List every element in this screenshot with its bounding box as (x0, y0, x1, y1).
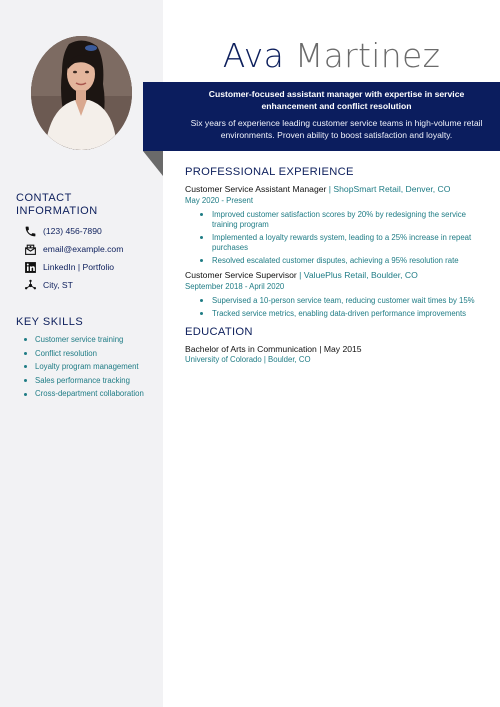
phone-icon (23, 224, 37, 238)
candidate-name (163, 36, 500, 75)
skill-text: Loyalty program management (35, 362, 139, 372)
job-title-text: Customer Service Assistant Manager (185, 184, 327, 194)
job-title-text: Customer Service Supervisor (185, 269, 297, 280)
last-name: Martinez (294, 36, 441, 75)
summary-text: Six years of experience leading customer service teams in high-volume retail environments. Proven ability to boost satisfaction and loyalty. (190, 118, 483, 140)
contact-email[interactable] (23, 240, 123, 258)
contact-phone[interactable] (23, 222, 123, 240)
bullet-text: Improved customer satisfaction scores by 20% by redesigning the service training program (212, 210, 466, 229)
list-item (185, 233, 485, 252)
list-item (185, 296, 485, 306)
banner-fold (143, 151, 163, 176)
bullet-dot (200, 312, 203, 315)
job-2-bullets (185, 296, 485, 319)
job-1-bullets (185, 210, 485, 266)
location-text: City, ST (43, 280, 73, 290)
contact-heading-line1: CONTACT (16, 192, 72, 204)
bullet-text: Resolved escalated customer disputes, achieving a 95% resolution rate (212, 256, 459, 265)
skills-list (24, 333, 144, 401)
list-item (185, 309, 485, 319)
bullet-dot (200, 236, 203, 239)
list-item (185, 210, 485, 229)
company-name: ShopSmart Retail, Denver, CO (333, 184, 451, 194)
bullet-text: Tracked service metrics, enabling data-driven performance improvements (212, 309, 467, 318)
contact-location (23, 276, 123, 294)
experience-heading: PROFESSIONAL EXPERIENCE (185, 166, 354, 178)
main-content (185, 166, 485, 365)
bullet-dot (24, 393, 27, 396)
contact-linkedin[interactable] (23, 258, 123, 276)
email-icon (23, 242, 37, 256)
contact-list (23, 222, 123, 294)
title-separator: | (328, 184, 332, 194)
first-name: Ava (222, 36, 285, 75)
bullet-dot (24, 352, 27, 355)
linkedin-icon (23, 260, 37, 274)
bullet-dot (200, 259, 203, 262)
bullet-dot (24, 379, 27, 382)
degree-text: Bachelor of Arts in Communication | May 2015 (185, 343, 362, 354)
skill-text: Cross-department collaboration (35, 389, 144, 399)
location-icon (23, 278, 37, 292)
phone-text: (123) 456-7890 (43, 226, 102, 236)
bullet-text: Implemented a loyalty rewards system, leading to a 25% increase in repeat purchases (212, 233, 472, 252)
list-item (24, 347, 144, 361)
job-2-title (185, 270, 485, 281)
bullet-dot (24, 338, 27, 341)
contact-heading (16, 192, 98, 218)
bullet-dot (200, 213, 203, 216)
list-item (185, 256, 485, 266)
list-item (24, 333, 144, 347)
bullet-dot (24, 365, 27, 368)
company-name: ValuePlus Retail, Boulder, CO (303, 269, 418, 280)
list-item (24, 387, 144, 401)
skill-text: Conflict resolution (35, 348, 97, 358)
job-1-dates: May 2020 - Present (185, 196, 254, 205)
bullet-text: Supervised a 10-person service team, reducing customer wait times by 15% (212, 295, 475, 305)
skill-text: Sales performance tracking (35, 375, 130, 385)
contact-heading-line2: INFORMATION (16, 205, 98, 217)
profile-photo-image (31, 36, 132, 150)
education-heading: EDUCATION (185, 325, 253, 338)
skill-text: Customer service training (35, 335, 124, 344)
bullet-dot (200, 299, 203, 302)
profile-photo (31, 36, 132, 150)
school-text: University of Colorado | Boulder, CO (185, 354, 311, 364)
list-item (24, 374, 144, 388)
list-item (24, 360, 144, 374)
linkedin-text: LinkedIn | Portfolio (43, 262, 115, 272)
skills-heading: KEY SKILLS (16, 316, 84, 328)
headline: Customer-focused assistant manager with expertise in service enhancement and conflict resolution (208, 89, 465, 111)
email-text: email@example.com (43, 244, 124, 254)
job-1-title (185, 184, 485, 195)
summary-banner (143, 82, 500, 151)
title-separator: | (299, 269, 302, 280)
job-2-dates: September 2018 - April 2020 (185, 281, 285, 291)
